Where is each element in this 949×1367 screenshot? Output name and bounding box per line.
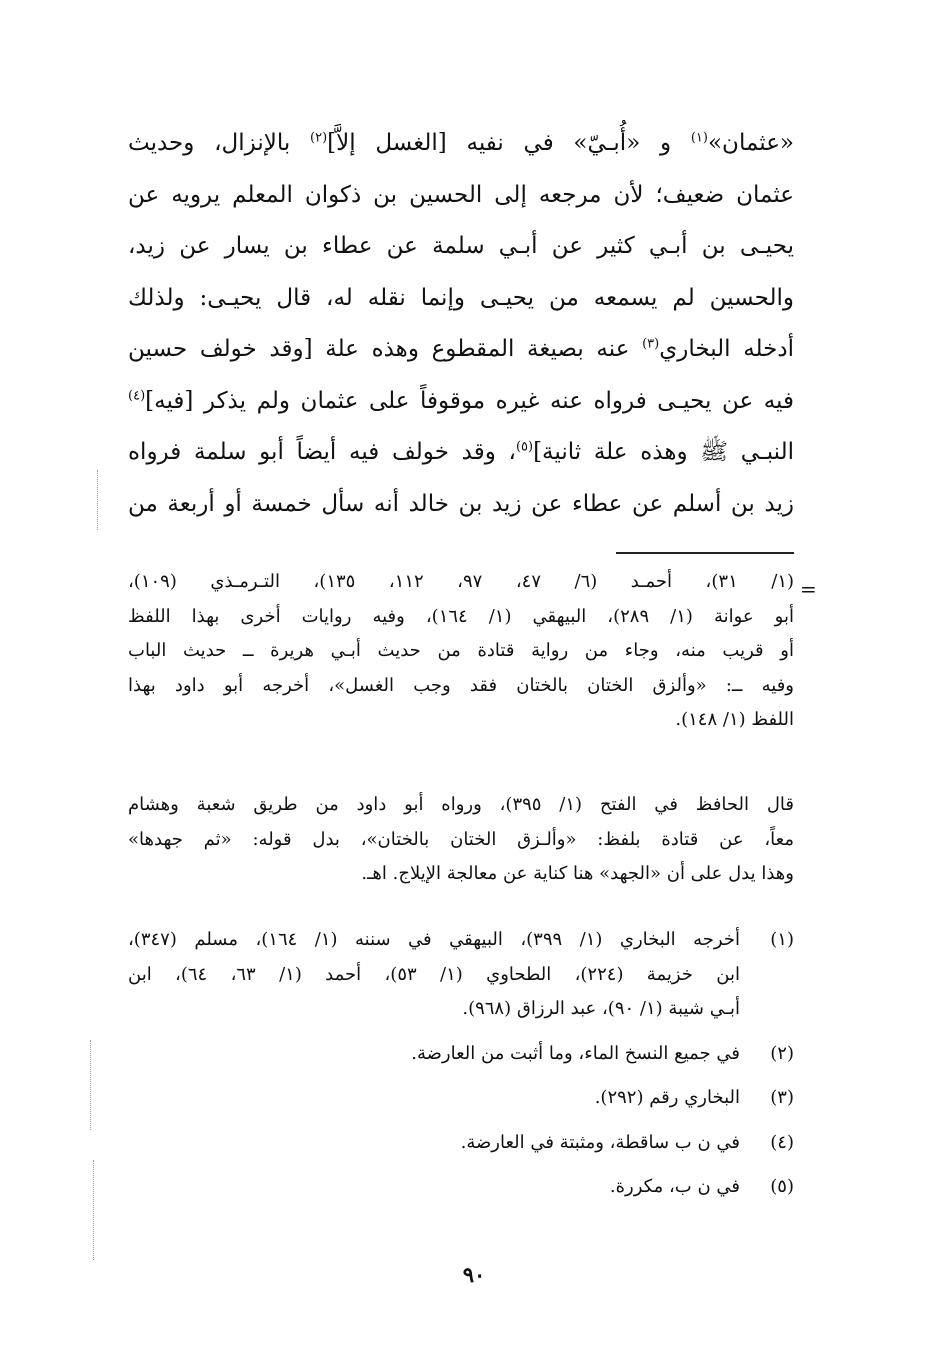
footnote-line: في ن ب ساقطة، ومثبتة في العارضة. [460,1131,740,1153]
main-text [128,118,794,530]
text-segment: النبـي ﷺ وهذه علة ثانية] [533,439,794,465]
text-line [128,479,794,531]
footnote-number: (٥) [770,1176,794,1197]
footnote-number: (٤) [770,1131,794,1153]
footnote-line: في جميع النسخ الماء، وما أثبت من العارضة. [411,1042,740,1064]
text-line [128,427,794,479]
text-segment: والحسين لم يسمعه من يحيـى وإنما نقله له، قال يحيـى: ولذلك [128,284,794,311]
footnote-item [128,1081,794,1116]
footnote-line: أبـي شيبة (١/ ٩٠)، عبد الرزاق (٩٦٨). [462,998,740,1019]
footnote-line: وهذا يدل على أن «الجهد» هنا كناية عن معالجة الإيلاج. اهـ. [361,863,794,884]
text-segment: و «أُبـيّ» في نفيه [الغسل إلاَّ] [327,130,691,156]
text-segment: أدخله البخاري [659,336,794,362]
footnote-line: (١/ ٣١)، أحمـد (٦/ ٤٧، ٩٧، ١١٢، ١٣٥)، التـرمـذي (١٠٩)، [128,571,794,592]
scan-edge-mark [97,470,98,530]
text-segment: عثمان ضعيف؛ لأن مرجعه إلى الحسين بن ذكوان المعلم يرويه عن [128,181,794,208]
text-segment: عنه بصيغة المقطوع وهذه علة [وقد خولف حسين [128,336,643,362]
footnote-line: البخاري رقم (٢٩٢). [594,1087,740,1108]
footnote-item [128,1037,794,1072]
text-segment: بالإنزال، وحديث [128,130,310,156]
footnote-item [128,923,794,1027]
footnote-line: أبو عوانة (١/ ٢٨٩)، البيهقي (١/ ١٦٤)، وفيه روايات أخرى بهذا اللفظ [128,605,794,627]
footnote-continuation [128,565,794,738]
text-line [128,170,794,222]
text-segment: فيه عن يحيـى فرواه عنه غيره موقوفاً على عثمان ولم يذكر [فيه] [145,387,794,414]
footnote-reference: (٣) [642,336,660,352]
footnote-reference: (٢) [310,130,328,146]
footnote-line: أخرجه البخاري (١/ ٣٩٩)، البيهقي في سننه (١/ ١٦٤)، مسلم (٣٤٧)، [128,929,740,950]
footnote-line: معاً، عن قتادة بلفظ: «وألـزق الختان بالختان»، بدل قوله: «ثم جهدها» [128,828,794,850]
footnote-number: (٣) [770,1087,794,1108]
scan-edge-mark [90,1040,91,1130]
footnote-separator [616,552,794,554]
text-line [128,376,794,428]
text-segment: يحيـى بن أبـي كثير عن أبـي سلمة عن عطاء بن يسار عن زيد، [128,233,794,259]
footnote-line: في ن ب، مكررة. [609,1176,740,1197]
text-segment: ، وقد خولف فيه أيضاً أبو سلمة فرواه [128,439,516,465]
footnote-reference: (١) [690,130,708,146]
footnote-line: أو قريب منه، وجاء من رواية قتادة من حديث أبـي هريرة ــ حديث الباب [128,640,794,661]
footnote-body [128,1126,740,1161]
footnote-quote [128,788,794,892]
footnote-line: ابن خزيمة (٢٢٤)، الطحاوي (١/ ٥٣)، أحمد (١/ ٦٣، ٦٤)، ابن [128,963,740,985]
footnote-reference: (٥) [515,439,534,455]
footnote-line: وفيه ــ: «وألزق الختان بالختان فقد وجب الغسل»، أخرجه أبو داود بهذا [128,674,794,696]
footnote-number: (٢) [770,1042,794,1064]
text-line [128,221,794,273]
footnote-body [128,1170,740,1205]
text-line [128,118,794,170]
text-segment: زيد بن أسلم عن عطاء عن زيد بن خالد أنه سأل خمسة أو أربعة من [128,490,794,517]
continuation-marker: = [800,577,817,601]
footnote-number: (١) [770,929,794,950]
footnote-item [128,1170,794,1205]
footnote-body [128,1037,740,1072]
text-segment: «عثمان» [707,130,794,156]
footnote-line: قال الحافظ في الفتح (١/ ٣٩٥)، ورواه أبو داود من طريق شعبة وهشام [128,794,794,815]
footnote-line: اللفظ (١/ ١٤٨). [675,709,794,730]
footnote-body [128,923,740,1027]
page-number: ٩٠ [462,1262,486,1287]
text-line [128,273,794,325]
footnote-reference: (٤) [128,387,146,403]
footnote-list [128,923,794,1205]
footnote-body [128,1081,740,1116]
footnote-item [128,1126,794,1161]
scan-edge-mark [93,1160,94,1260]
text-line [128,324,794,376]
